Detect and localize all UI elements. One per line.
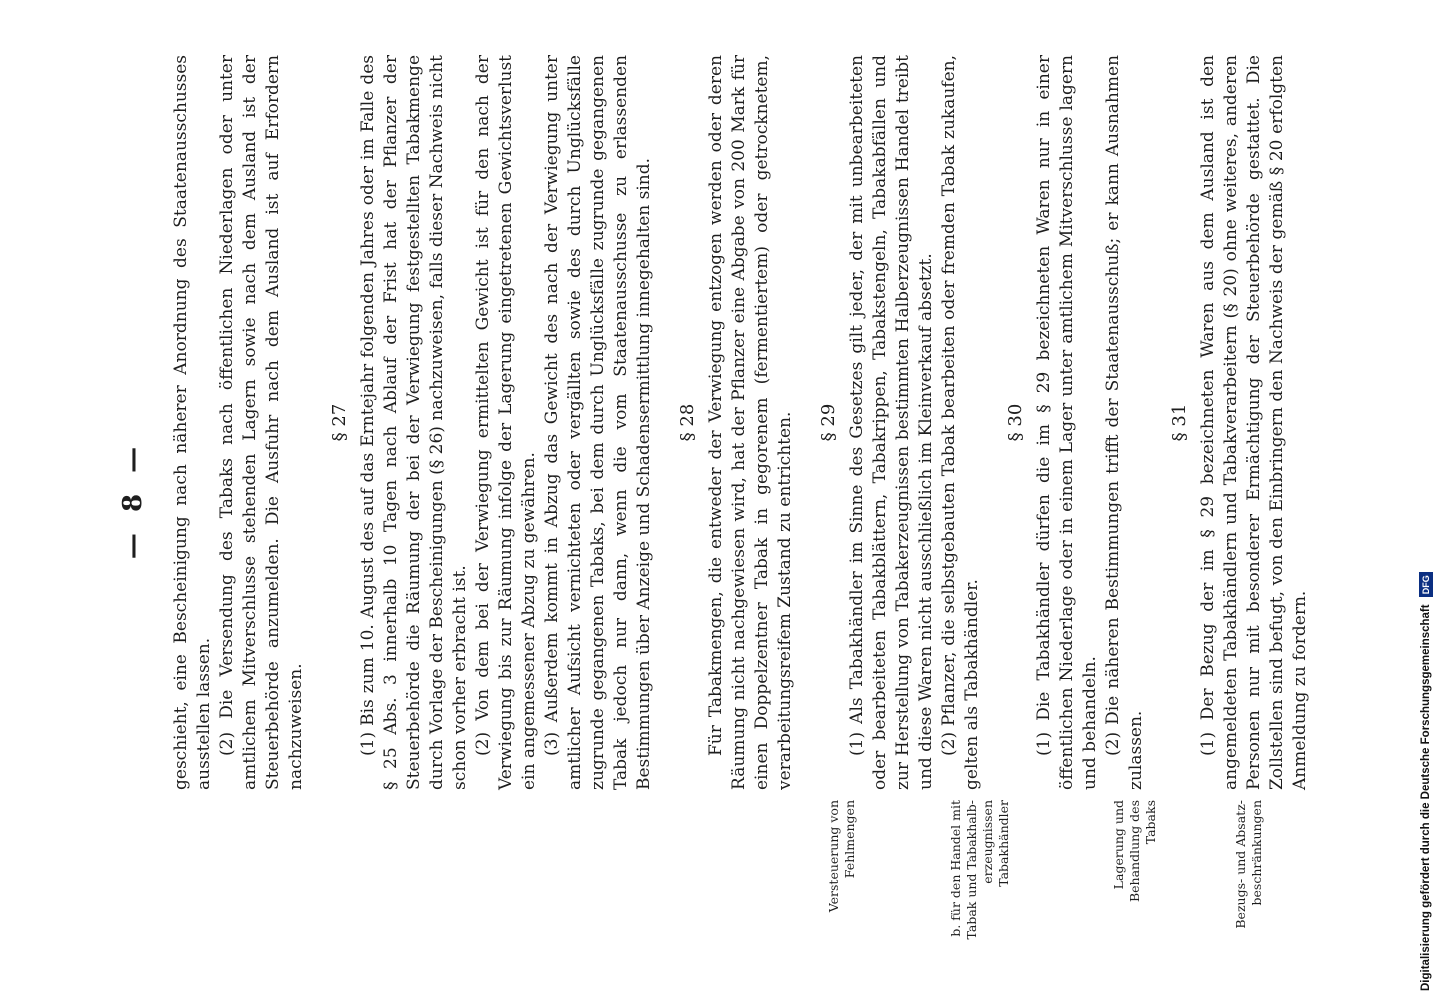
section-heading-27: § 27 — [329, 403, 350, 442]
watermark-text: Digitalisierung gefördert durch die Deutsche Forschungsgemeinschaft — [1420, 604, 1432, 991]
rotated-page — [118, 50, 1310, 950]
paragraph: (2) Von dem bei der Verwiegung ermittelten Gewicht ist für den nach der Verwiegung bis zur Räumung infolge der Lagerung eingetretenen Gewichtsverlust ein angemessener Abzug zu gewähren. — [473, 55, 539, 790]
dfg-watermark — [1415, 6, 1434, 991]
section-heading-30: § 30 — [1005, 403, 1026, 442]
paragraph: Für Tabakmengen, die entweder der Verwiegung entzogen werden oder deren Räumung nicht nachgewiesen wird, hat der Pflanzer eine Abgabe von 200 Mark für einen Doppelzentner Tabak in gegorenem (fermentiertem) oder getrocknetem, verarbeitungsreifem Zustand zu entrichten. — [706, 55, 795, 790]
paragraph: (1) Die Tabakhändler dürfen die im § 29 bezeichneten Waren nur in einer öffentlichen Niederlage oder in einem Lager unter amtlichem Mitverschlusse lagern und behandeln. — [1034, 55, 1100, 790]
main-text-column — [170, 55, 1312, 790]
paragraph: (2) Die näheren Bestimmungen trifft der Staatenausschuß; er kann Ausnahmen zulassen. — [1103, 55, 1146, 790]
margin-note-lagerung: Lagerung und Behandlung des Tabaks — [1111, 800, 1158, 903]
margin-note-handel: b. für den Handel mit Tabak und Tabakhalb- erzeugnissen Tabakhändler — [948, 800, 1011, 940]
margin-note-bezug: Bezugs- und Absatz- beschränkungen — [1233, 800, 1264, 929]
paragraph: (2) Pflanzer, die selbstgebauten Tabak bearbeiten oder fremden Tabak zukaufen, gelten als Tabakhändler. — [939, 55, 982, 790]
section-heading-29: § 29 — [818, 403, 839, 442]
section-heading-31: § 31 — [1169, 403, 1190, 442]
paragraph: (2) Die Versendung des Tabaks nach öffentlichen Niederlagen oder unter amtlichem Mitverschlusse stehenden Lagern sowie nach dem Ausland ist der Steuerbehörde anzumelden. Die Ausfuhr nach dem Ausland ist auf Erfordern nachzuweisen. — [217, 55, 306, 790]
margin-note-fehlmengen: Versteuerung von Fehlmengen — [826, 800, 857, 913]
page-number: — 8 — — [118, 440, 148, 560]
paragraph: (1) Der Bezug der im § 29 bezeichneten Waren aus dem Ausland ist den angemeldeten Tabakhändlern und Tabakverarbeitern (§ 20) ohne weiteres, anderen Personen nur mit besonderer Ermächtigung der Steuerbehörde gestattet. Die Zollstellen sind befugt, von den Einbringern den Nachweis der gemäß § 20 erfolgten Anmeldung zu fordern. — [1198, 55, 1310, 790]
paragraph: geschieht, eine Bescheinigung nach näherer Anordnung des Staatenausschusses ausstellen lassen. — [171, 55, 214, 790]
paragraph: (1) Als Tabakhändler im Sinne des Gesetzes gilt jeder, der mit unbearbeiteten oder bearbeiteten Tabakblättern, Tabakrippen, Tabakstengeln, Tabakabfällen und zur Herstellung von Tabakerzeugnissen bestimmten Halberzeugnissen Handel treibt und diese Waren nicht ausschließlich im Kleinverkauf absetzt. — [847, 55, 936, 790]
paragraph: (1) Bis zum 10. August des auf das Erntejahr folgenden Jahres oder im Falle des § 25 Abs. 3 innerhalb 10 Tagen nach Ablauf der Frist hat der Pflanzer der Steuerbehörde die Räumung der bei der Verwiegung festgestellten Tabakmenge durch Vorlage der Bescheinigungen (§ 26) nachzuweisen, falls dieser Nachweis nicht schon vorher erbracht ist. — [358, 55, 470, 790]
section-heading-28: § 28 — [677, 403, 698, 442]
paragraph: (3) Außerdem kommt in Abzug das Gewicht des nach der Verwiegung unter amtlicher Aufsicht vernichteten oder vergällten sowie des durch Unglücksfälle zugrunde gegangenen Tabaks, bei dem durch Unglücksfälle zugrunde gegangenen Tabak jedoch nur dann, wenn die vom Staatenausschusse zu erlassenden Bestimmungen über Anzeige und Schadensermittlung innegehalten sind. — [542, 55, 654, 790]
dfg-logo: DFG — [1419, 572, 1433, 597]
